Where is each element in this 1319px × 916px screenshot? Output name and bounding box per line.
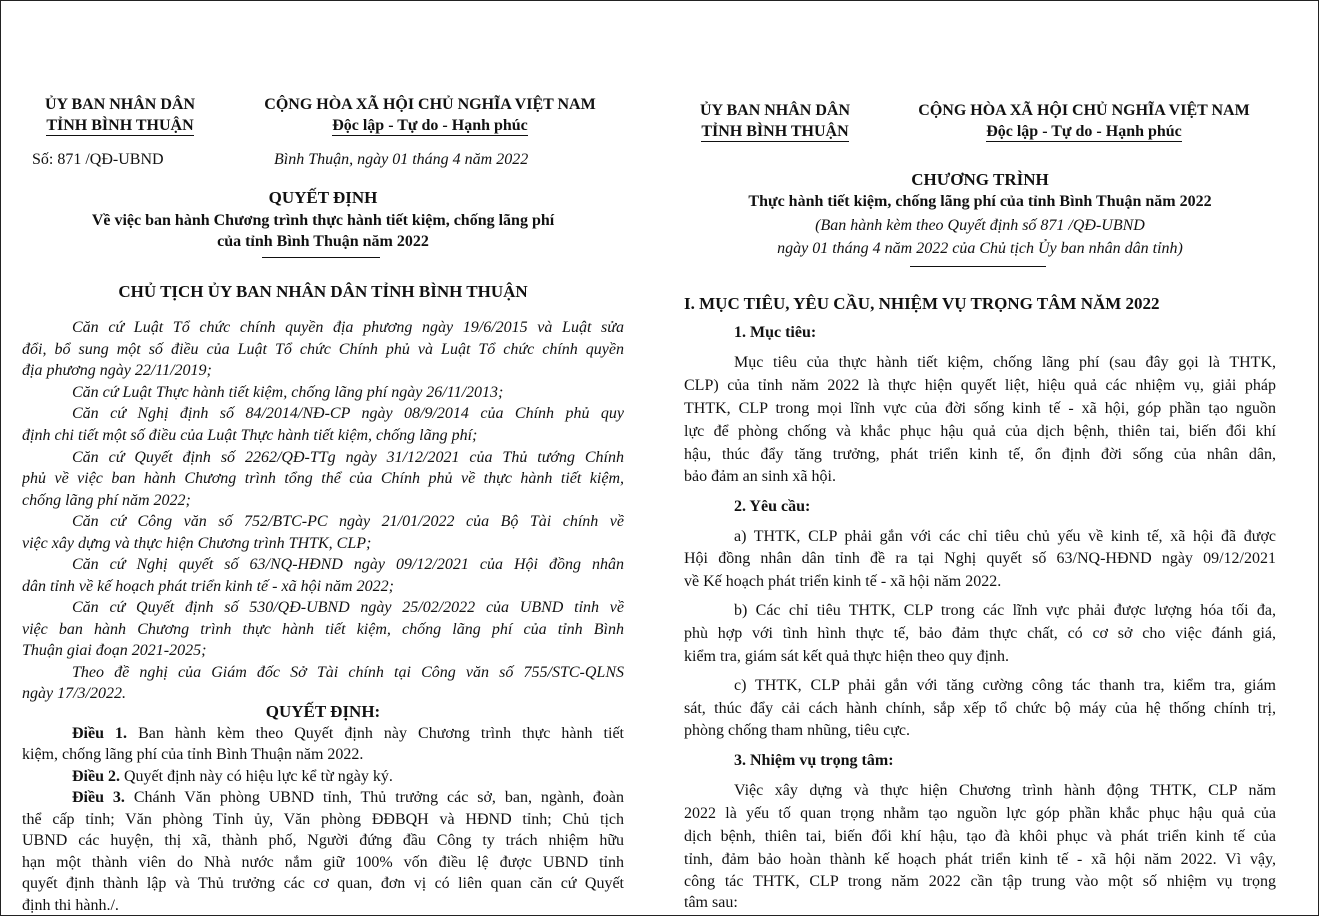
program-subtitle: Thực hành tiết kiệm, chống lãng phí của tỉnh Bình Thuận năm 2022	[748, 193, 1212, 210]
article-1-text: Ban hành kèm theo Quyết định này Chương trình thực hành tiết	[127, 725, 624, 742]
issued-with-line-1: (Ban hành kèm theo Quyết định số 871 /QĐ-UBND	[815, 217, 1145, 234]
article-1	[22, 724, 624, 744]
task-line: 2022 là yếu tố quan trọng nhằm tạo nguồn lực góp phần khắc phục hậu quả của	[684, 805, 1276, 822]
heading-goals: 1. Mục tiêu:	[734, 324, 817, 341]
goal-line: CLP) của tỉnh năm 2022 là thực hiện quyết liệt, hiệu quả các nhiệm vụ, giải pháp	[684, 377, 1276, 394]
article-3	[22, 788, 624, 808]
place-and-date: Bình Thuận, ngày 01 tháng 4 năm 2022	[274, 151, 529, 168]
agency-line-2: TỈNH BÌNH THUẬN	[46, 117, 194, 134]
article-1-label: Điều 1.	[72, 725, 128, 742]
article-3-cont: UBND các huyện, thị xã, thành phố, Người đứng đầu Công ty trách nhiệm hữu	[22, 832, 624, 849]
decision-page	[22, 0, 624, 916]
task-line: tỉnh, đảm bảo hoàn thành kế hoạch phát triển kinh tế - xã hội năm 2022. Vì vậy,	[684, 851, 1276, 868]
requirement-line: phù hợp với tình hình thực tế, bảo đảm thực chất, có cơ sở cho việc đánh giá,	[684, 625, 1276, 642]
document-subtitle: Về việc ban hành Chương trình thực hành tiết kiệm, chống lãng phí	[91, 212, 555, 229]
issued-with-line-2: ngày 01 tháng 4 năm 2022 của Chủ tịch Ủy ban nhân dân tỉnh)	[777, 240, 1183, 257]
requirement-line: Hội đồng nhân dân tỉnh đề ra tại Nghị quyết số 63/NQ-HĐND ngày 09/12/2021	[684, 550, 1276, 567]
task-line: công tác THTK, CLP trong năm 2022 cần tập trung vào một số nhiệm vụ trọng	[684, 873, 1276, 890]
agency-line-1: ỦY BAN NHÂN DÂN	[699, 102, 851, 119]
article-2-text: Quyết định này có hiệu lực kể từ ngày ký.	[120, 768, 393, 785]
document-title: QUYẾT ĐỊNH	[268, 188, 378, 207]
national-heading	[892, 100, 1276, 142]
article-3-label: Điều 3.	[72, 789, 125, 806]
basis-line: Căn cứ Luật Tổ chức chính quyền địa phương ngày 19/6/2015 và Luật sửa	[72, 319, 624, 336]
requirement-line: phòng chống tham nhũng, tiêu cực.	[684, 722, 910, 739]
basis-line: việc xây dựng và thực hiện Chương trình THTK, CLP;	[22, 535, 372, 552]
basis-line: ngày 17/3/2022.	[22, 685, 126, 702]
basis-line: Thuận giai đoạn 2021-2025;	[22, 642, 207, 659]
basis-line: đổi, bổ sung một số điều của Luật Tổ chức Chính phủ và Luật Tổ chức chính quyền	[22, 341, 624, 358]
national-name: CỘNG HÒA XÃ HỘI CHỦ NGHĨA VIỆT NAM	[918, 102, 1250, 119]
title-separator	[910, 266, 1046, 267]
document-subtitle-2: của tỉnh Bình Thuận năm 2022	[217, 233, 429, 250]
requirement-line: kiểm tra, giám sát kết quả thực hiện theo quy định.	[684, 648, 1010, 665]
requirement-line: b) Các chỉ tiêu THTK, CLP trong các lĩnh vực phải được lượng hóa tối đa,	[734, 602, 1276, 619]
agency-line-1: ỦY BAN NHÂN DÂN	[44, 96, 196, 113]
basis-line: chống lãng phí năm 2022;	[22, 492, 191, 509]
section-1-heading: I. MỤC TIÊU, YÊU CẦU, NHIỆM VỤ TRỌNG TÂM NĂM 2022	[684, 294, 1160, 313]
document-number: Số: 871 /QĐ-UBND	[32, 151, 164, 168]
heading-key-tasks: 3. Nhiệm vụ trọng tâm:	[734, 752, 894, 769]
title-separator	[262, 257, 380, 258]
article-3-cont: thể cấp tỉnh; Văn phòng Tỉnh ủy, Văn phòng ĐĐBQH và HĐND tỉnh; Chủ tịch	[22, 811, 624, 828]
basis-line: Căn cứ Luật Thực hành tiết kiệm, chống lãng phí ngày 26/11/2013;	[72, 384, 504, 401]
task-line: dịch bệnh, thiên tai, biến đổi khí hậu, tạo đà khôi phục và phát triển kinh tế của	[684, 828, 1276, 845]
article-2-label: Điều 2.	[72, 768, 120, 785]
issuing-agency	[684, 100, 866, 142]
basis-line: Căn cứ Nghị định số 84/2014/NĐ-CP ngày 08/9/2014 của Chính phủ quy	[72, 405, 624, 422]
national-name: CỘNG HÒA XÃ HỘI CHỦ NGHĨA VIỆT NAM	[264, 96, 596, 113]
basis-line: địa phương ngày 22/11/2019;	[22, 362, 212, 379]
basis-line: Căn cứ Quyết định số 530/QĐ-UBND ngày 25/02/2022 của UBND tỉnh về	[72, 599, 624, 616]
article-1-cont: kiệm, chống lãng phí của tỉnh Bình Thuận năm 2022.	[22, 746, 364, 763]
heading-requirements: 2. Yêu cầu:	[734, 498, 811, 515]
goal-line: Mục tiêu của thực hành tiết kiệm, chống lãng phí (sau đây gọi là THTK,	[734, 354, 1276, 371]
goal-line: lực để phòng chống và khắc phục hậu quả của dịch bệnh, thiên tai, biến đổi khí	[684, 423, 1276, 440]
article-2	[22, 767, 624, 787]
article-3-text: Chánh Văn phòng UBND tỉnh, Thủ trưởng các sở, ban, ngành, đoàn	[124, 789, 624, 806]
basis-line: phủ về việc ban hành Chương trình tổng thể của Chính phủ về thực hành tiết kiệm,	[22, 470, 624, 487]
basis-line: dân tỉnh về kế hoạch phát triển kinh tế - xã hội năm 2022;	[22, 578, 394, 595]
national-motto: Độc lập - Tự do - Hạnh phúc	[986, 123, 1182, 140]
basis-line: định chi tiết một số điều của Luật Thực hành tiết kiệm, chống lãng phí;	[22, 427, 478, 444]
requirement-line: sát, thúc đẩy cải cách hành chính, sắp xếp tổ chức bộ máy của hệ thống chính trị,	[684, 700, 1276, 717]
article-3-cont: định thi hành./.	[22, 897, 119, 914]
requirement-line: c) THTK, CLP phải gắn với tăng cường công tác thanh tra, kiểm tra, giám	[734, 677, 1276, 694]
issuing-authority: CHỦ TỊCH ỦY BAN NHÂN DÂN TỈNH BÌNH THUẬN	[118, 282, 528, 301]
task-line: tâm sau:	[684, 894, 738, 911]
task-line: Việc xây dựng và thực hiện Chương trình hành động THTK, CLP năm	[734, 782, 1276, 799]
national-heading	[238, 94, 622, 136]
goal-line: bảo đảm an sinh xã hội.	[684, 468, 836, 485]
requirement-line: về Kế hoạch phát triển kinh tế - xã hội năm 2022.	[684, 573, 1002, 590]
basis-line: Căn cứ Quyết định số 2262/QĐ-TTg ngày 31/12/2021 của Thủ tướng Chính	[72, 449, 624, 466]
program-page	[684, 0, 1276, 916]
agency-line-2: TỈNH BÌNH THUẬN	[701, 123, 849, 140]
decides-heading: QUYẾT ĐỊNH:	[265, 702, 381, 721]
basis-line: Căn cứ Công văn số 752/BTC-PC ngày 21/01/2022 của Bộ Tài chính về	[72, 513, 624, 530]
basis-line: Theo đề nghị của Giám đốc Sở Tài chính tại Công văn số 755/STC-QLNS	[72, 664, 624, 681]
basis-line: việc ban hành Chương trình thực hành tiết kiệm, chống lãng phí của tỉnh Bình	[22, 621, 624, 638]
goal-line: THTK, CLP trong mọi lĩnh vực của đời sống kinh tế - xã hội, góp phần tạo nguồn	[684, 400, 1276, 417]
issuing-agency	[22, 94, 218, 136]
requirement-line: a) THTK, CLP phải gắn với các chỉ tiêu chủ yếu về kinh tế, xã hội đã được	[734, 528, 1276, 545]
basis-line: Căn cứ Nghị quyết số 63/NQ-HĐND ngày 09/12/2021 của Hội đồng nhân	[72, 556, 624, 573]
article-3-cont: quyết định thành lập và Thủ trưởng các cơ quan, đơn vị có liên quan căn cứ Quyết	[22, 875, 624, 892]
article-3-cont: hạn một thành viên do Nhà nước nắm giữ 100% vốn điều lệ được UBND tỉnh	[22, 854, 624, 871]
national-motto: Độc lập - Tự do - Hạnh phúc	[332, 117, 528, 134]
program-title: CHƯƠNG TRÌNH	[911, 170, 1049, 189]
goal-line: hậu, thúc đẩy tăng trưởng, phát triển kinh tế, ổn định đời sống của nhân dân,	[684, 446, 1276, 463]
